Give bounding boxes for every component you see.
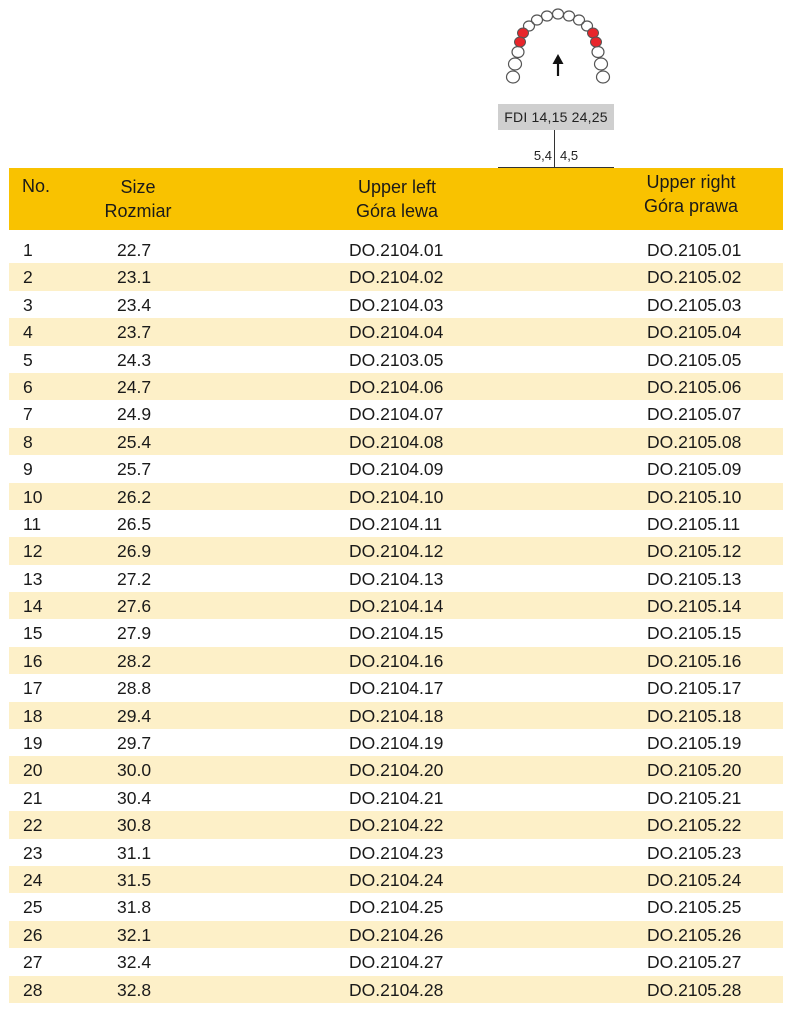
table-row (9, 811, 783, 838)
cell-size: 31.5 (117, 869, 152, 890)
table-row (9, 702, 783, 729)
cell-upper-right: DO.2105.19 (647, 733, 742, 754)
header-upper-right-pl: Góra prawa (643, 196, 739, 216)
cell-upper-left: DO.2104.26 (349, 924, 444, 945)
cell-upper-left: DO.2104.17 (349, 678, 444, 699)
table-row (9, 346, 783, 373)
cell-upper-left: DO.2104.13 (349, 568, 444, 589)
cell-size: 23.4 (117, 294, 152, 315)
cell-upper-left: DO.2104.10 (349, 486, 444, 507)
cell-upper-right: DO.2105.21 (647, 787, 742, 808)
table-row (9, 318, 783, 345)
cell-upper-left: DO.2104.27 (349, 952, 444, 973)
table-row (9, 565, 783, 592)
cell-no: 15 (23, 623, 43, 644)
cell-upper-right: DO.2105.10 (647, 486, 742, 507)
table-row (9, 291, 783, 318)
cell-upper-right: DO.2105.01 (647, 240, 742, 260)
cell-size: 32.8 (117, 979, 152, 1000)
cell-upper-left: DO.2104.08 (349, 431, 444, 452)
table-row (9, 784, 783, 811)
cell-size: 24.9 (117, 404, 152, 425)
cell-size: 26.5 (117, 513, 152, 534)
cell-no: 7 (23, 404, 33, 425)
cell-no: 16 (23, 650, 43, 671)
cell-upper-right: DO.2105.07 (647, 404, 742, 425)
table-row (9, 510, 783, 537)
cell-upper-left: DO.2104.06 (349, 376, 444, 397)
header-size-pl: Rozmiar (104, 201, 172, 221)
cell-upper-right: DO.2105.13 (647, 568, 742, 589)
cell-upper-left: DO.2104.07 (349, 404, 444, 425)
cell-no: 14 (23, 596, 43, 617)
cell-upper-right: DO.2105.11 (647, 513, 741, 534)
cell-upper-right: DO.2105.06 (647, 376, 742, 397)
table-row (9, 839, 783, 866)
cell-upper-left: DO.2104.23 (349, 842, 444, 863)
cell-no: 19 (23, 733, 43, 754)
cell-no: 24 (23, 869, 43, 890)
cell-size: 27.2 (117, 568, 152, 589)
diagram-divider-vertical (554, 130, 555, 168)
cell-upper-left: DO.2104.11 (349, 513, 443, 534)
cell-size: 27.6 (117, 596, 152, 617)
upper-arch-icon (502, 6, 612, 102)
cell-size: 31.1 (117, 842, 152, 863)
cell-no: 12 (23, 541, 43, 562)
cell-no: 21 (23, 787, 43, 808)
table-row (9, 729, 783, 756)
cell-upper-right: DO.2105.22 (647, 815, 742, 836)
table-row (9, 236, 783, 263)
cell-upper-left: DO.2104.21 (349, 787, 444, 808)
cell-size: 31.8 (117, 897, 152, 918)
cell-upper-left: DO.2104.04 (349, 322, 444, 343)
cell-size: 29.4 (117, 705, 152, 726)
cell-upper-left: DO.2104.28 (349, 979, 444, 1000)
cell-no: 3 (23, 294, 33, 315)
cell-size: 28.8 (117, 678, 152, 699)
cell-upper-right: DO.2105.26 (647, 924, 742, 945)
table-row (9, 483, 783, 510)
arrow-up-icon (553, 54, 564, 76)
cell-no: 28 (23, 979, 43, 1000)
header-upper-right (631, 170, 751, 218)
cell-no: 4 (23, 322, 33, 343)
cell-upper-left: DO.2103.05 (349, 349, 444, 370)
cell-upper-left: DO.2104.20 (349, 760, 444, 781)
cell-upper-right: DO.2105.03 (647, 294, 742, 315)
header-size (101, 175, 175, 223)
cell-no: 17 (23, 678, 43, 699)
table-row (9, 537, 783, 564)
table-body (9, 236, 783, 1003)
table-row (9, 674, 783, 701)
cell-no: 25 (23, 897, 43, 918)
table-row (9, 866, 783, 893)
cell-no: 9 (23, 459, 33, 480)
table-row (9, 619, 783, 646)
cell-upper-right: DO.2105.14 (647, 596, 742, 617)
cell-upper-left: DO.2104.15 (349, 623, 444, 644)
cell-upper-right: DO.2105.28 (647, 979, 742, 1000)
table-row (9, 976, 783, 1003)
cell-upper-left: DO.2104.25 (349, 897, 444, 918)
table-row (9, 455, 783, 482)
cell-upper-right: DO.2105.08 (647, 431, 742, 452)
cell-no: 26 (23, 924, 43, 945)
cell-upper-left: DO.2104.18 (349, 705, 444, 726)
cell-size: 24.7 (117, 376, 152, 397)
cell-size: 30.8 (117, 815, 152, 836)
cell-size: 25.7 (117, 459, 152, 480)
cell-size: 32.1 (117, 924, 152, 945)
cell-no: 1 (23, 240, 33, 260)
cell-no: 8 (23, 431, 33, 452)
cell-upper-right: DO.2105.20 (647, 760, 742, 781)
cell-size: 23.1 (117, 267, 152, 288)
cell-no: 5 (23, 349, 33, 370)
header-size-en: Size (120, 177, 156, 197)
fdi-label: FDI 14,15 24,25 (498, 104, 614, 130)
cell-upper-left: DO.2104.14 (349, 596, 444, 617)
table-row (9, 647, 783, 674)
header-upper-left-en: Upper left (357, 177, 437, 197)
header-no: No. (22, 176, 51, 196)
cell-size: 26.9 (117, 541, 152, 562)
cell-upper-right: DO.2105.02 (647, 267, 742, 288)
cell-size: 24.3 (117, 349, 152, 370)
cell-upper-right: DO.2105.25 (647, 897, 742, 918)
cell-upper-right: DO.2105.17 (647, 678, 742, 699)
measure-right: 4,5 (560, 148, 579, 163)
table-row (9, 428, 783, 455)
cell-no: 18 (23, 705, 43, 726)
cell-upper-left: DO.2104.16 (349, 650, 444, 671)
cell-upper-right: DO.2105.16 (647, 650, 742, 671)
header-upper-left (345, 175, 449, 223)
cell-size: 30.4 (117, 787, 152, 808)
cell-upper-right: DO.2105.23 (647, 842, 742, 863)
table-row (9, 592, 783, 619)
cell-upper-left: DO.2104.01 (349, 240, 444, 260)
cell-size: 30.0 (117, 760, 152, 781)
table-row (9, 921, 783, 948)
cell-size: 25.4 (117, 431, 152, 452)
cell-upper-left: DO.2104.09 (349, 459, 444, 480)
cell-size: 32.4 (117, 952, 152, 973)
cell-upper-right: DO.2105.24 (647, 869, 742, 890)
table-header (9, 168, 783, 230)
cell-upper-right: DO.2105.12 (647, 541, 742, 562)
cell-size: 26.2 (117, 486, 152, 507)
cell-no: 6 (23, 376, 33, 397)
cell-no: 11 (23, 513, 42, 534)
cell-size: 27.9 (117, 623, 152, 644)
table-row (9, 893, 783, 920)
cell-upper-right: DO.2105.27 (647, 952, 742, 973)
cell-upper-right: DO.2105.05 (647, 349, 742, 370)
cell-upper-right: DO.2105.04 (647, 322, 742, 343)
cell-no: 13 (23, 568, 43, 589)
table-row (9, 948, 783, 975)
cell-no: 27 (23, 952, 43, 973)
cell-size: 23.7 (117, 322, 152, 343)
cell-no: 10 (23, 486, 43, 507)
cell-size: 22.7 (117, 240, 152, 260)
cell-size: 29.7 (117, 733, 152, 754)
cell-no: 22 (23, 815, 43, 836)
table-row (9, 400, 783, 427)
cell-upper-left: DO.2104.02 (349, 267, 444, 288)
cell-no: 2 (23, 267, 33, 288)
cell-upper-left: DO.2104.24 (349, 869, 444, 890)
cell-upper-right: DO.2105.15 (647, 623, 742, 644)
measure-left: 5,4 (533, 148, 552, 163)
header-upper-left-pl: Góra lewa (355, 201, 439, 221)
cell-no: 20 (23, 760, 43, 781)
cell-upper-right: DO.2105.18 (647, 705, 742, 726)
header-upper-right-en: Upper right (646, 172, 736, 192)
cell-upper-left: DO.2104.03 (349, 294, 444, 315)
cell-no: 23 (23, 842, 43, 863)
cell-upper-left: DO.2104.19 (349, 733, 444, 754)
cell-upper-left: DO.2104.22 (349, 815, 444, 836)
cell-size: 28.2 (117, 650, 152, 671)
cell-upper-left: DO.2104.12 (349, 541, 444, 562)
table-row (9, 373, 783, 400)
dental-arch-diagram (498, 6, 618, 166)
table-row (9, 263, 783, 290)
table-row (9, 756, 783, 783)
cell-upper-right: DO.2105.09 (647, 459, 742, 480)
